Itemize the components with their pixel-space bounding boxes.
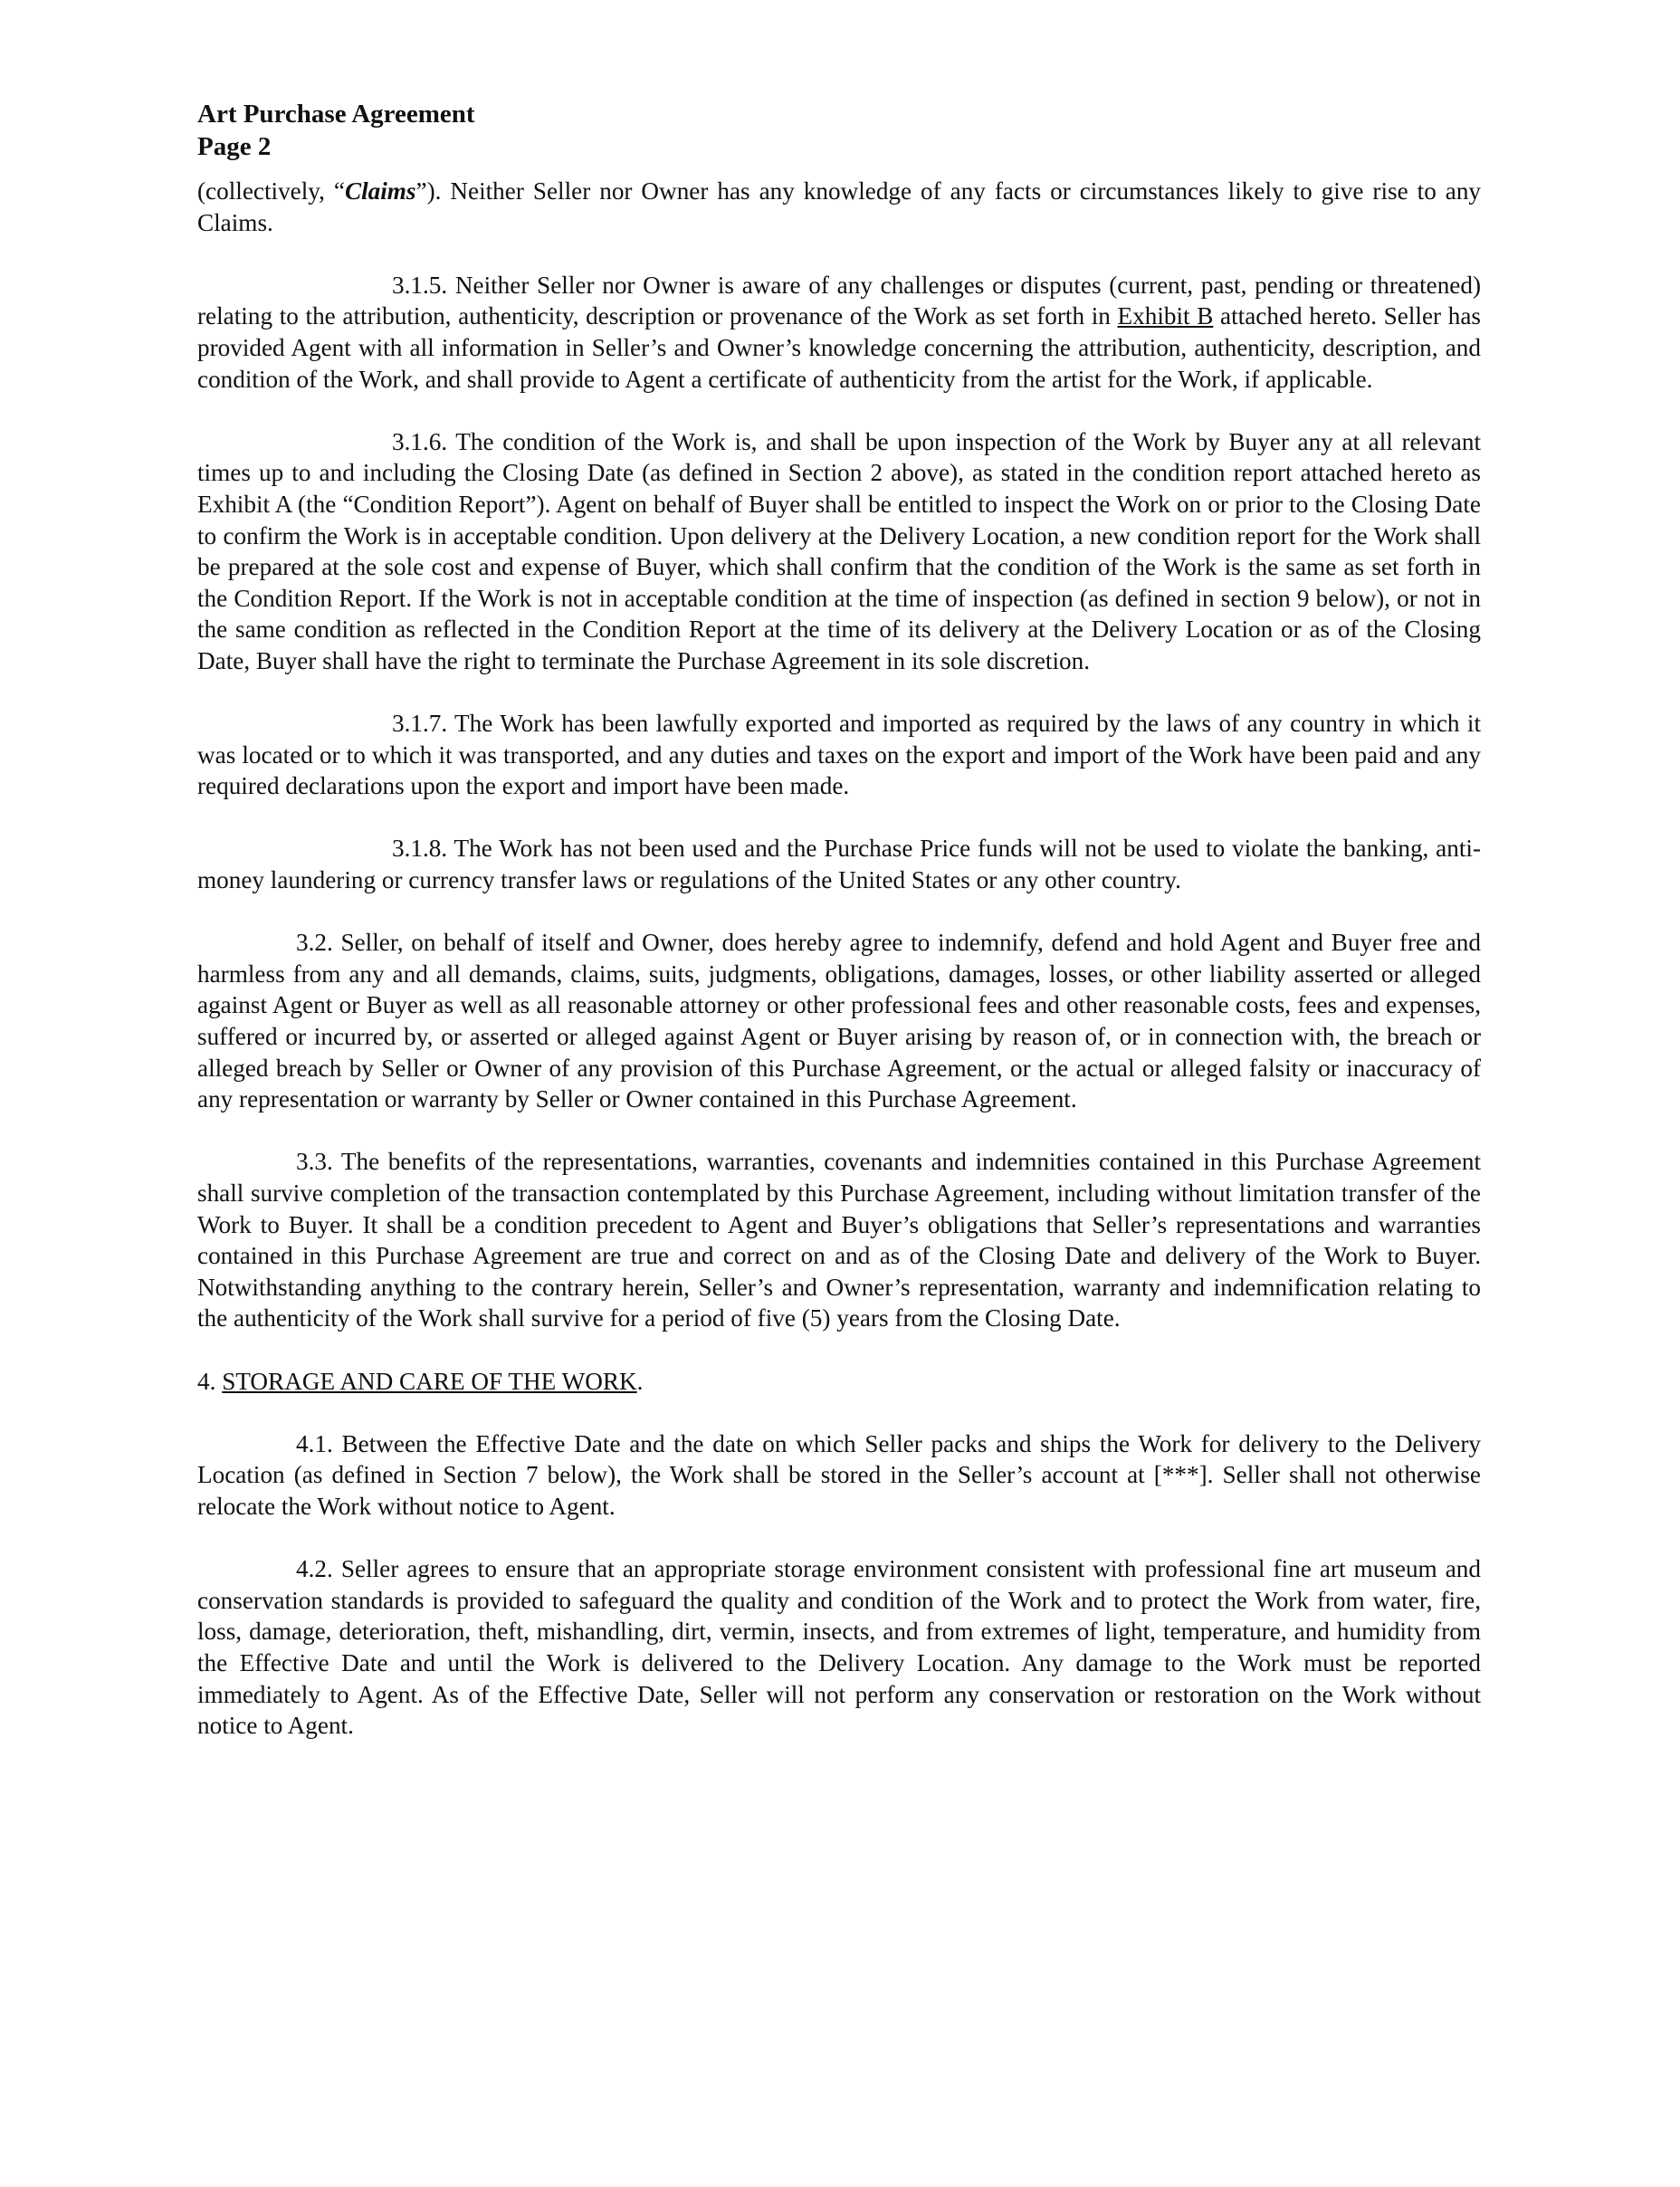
clause-3-1-5-post: attached hereto. Seller has provided Agent with all information in Seller’s and Owner’s knowledge concerning the attribution, authenticity, description, and condition of the Work, and shall provide to Agent a certificate of authenticity from the artist for the Work, if applicable. [197,302,1482,393]
section-4-title: STORAGE AND CARE OF THE WORK [222,1367,637,1395]
document-title: Art Purchase Agreement [197,100,475,129]
page-header [197,98,1481,163]
section-4-period: . [636,1367,644,1395]
clause-3-1-5 [197,270,1481,395]
clause-4-1: 4.1. Between the Effective Date and the date on which Seller packs and ships the Work for delivery to the Delivery Location (as defined in Section 7 below), the Work shall be stored in the Seller’s account at [***]. Seller shall not otherwise relocate the Work without notice to Agent. [197,1429,1481,1520]
claims-paragraph [197,176,1481,238]
document-page [197,98,1481,1772]
claims-post: ”). Neither Seller nor Owner has any knowledge of any facts or circumstances likely to give rise to any Claims. [197,177,1482,236]
claims-defined-term: Claims [344,177,416,205]
clause-3-2: 3.2. Seller, on behalf of itself and Owner, does hereby agree to indemnify, defend and hold Agent and Buyer free and harmless from any and all demands, claims, suits, judgments, obligations, damages, losses, or other liability asserted or alleged against Agent or Buyer as well as all reasonable attorney or other professional fees and other reasonable costs, fees and expenses, suffered or incurred by, or asserted or alleged against Agent or Buyer arising by reason of, or in connection with, the breach or alleged breach by Seller or Owner of any provision of this Purchase Agreement, or the actual or alleged falsity or inaccuracy of any representation or warranty by Seller or Owner contained in this Purchase Agreement. [197,929,1481,1113]
claims-pre: (collectively, “ [197,177,345,205]
clause-3-1-7: 3.1.7. The Work has been lawfully exported and imported as required by the laws of any country in which it was located or to which it was transported, and any duties and taxes on the export and import of the Work have been paid and any required declarations upon the export and import have been made. [197,710,1481,800]
page-number: Page 2 [197,132,272,161]
exhibit-b-link[interactable]: Exhibit B [1117,302,1214,330]
clause-4-2: 4.2. Seller agrees to ensure that an appropriate storage environment consistent with professional fine art museum and conservation standards is provided to safeguard the quality and condition of the Work and to protect the Work from water, fire, loss, damage, deterioration, theft, mishandling, dirt, vermin, insects, and from extremes of light, temperature, and humidity from the Effective Date and until the Work is delivered to the Delivery Location. Any damage to the Work must be reported immediately to Agent. As of the Effective Date, Seller will not perform any conservation or restoration on the Work without notice to Agent. [197,1555,1481,1740]
clause-3-1-8: 3.1.8. The Work has not been used and the Purchase Price funds will not be used to violate the banking, anti-money laundering or currency transfer laws or regulations of the United States or any other country. [197,835,1481,894]
clause-3-1-6: 3.1.6. The condition of the Work is, and shall be upon inspection of the Work by Buyer any at all relevant times up to and including the Closing Date (as defined in Section 2 above), as stated in the condition report attached hereto as Exhibit A (the “Condition Report”). Agent on behalf of Buyer shall be entitled to inspect the Work on or prior to the Closing Date to confirm the Work is in acceptable condition. Upon delivery at the Delivery Location, a new condition report for the Work shall be prepared at the sole cost and expense of Buyer, which shall confirm that the condition of the Work is the same as set forth in the Condition Report. If the Work is not in acceptable condition at the time of inspection (as defined in section 9 below), or not in the same condition as reflected in the Condition Report at the time of its delivery at the Delivery Location or as of the Closing Date, Buyer shall have the right to terminate the Purchase Agreement in its sole discretion. [197,427,1481,674]
clause-3-1-5-pre: 3.1.5. Neither Seller nor Owner is aware of any challenges or disputes (current, past, pending or threatened) relating to the attribution, authenticity, description or provenance of the Work as set forth in [197,271,1481,330]
section-4-number: 4. [197,1367,223,1395]
clause-3-3: 3.3. The benefits of the representations, warranties, covenants and indemnities contained in this Purchase Agreement shall survive completion of the transaction contemplated by this Purchase Agreement, including without limitation transfer of the Work to Buyer. It shall be a condition precedent to Agent and Buyer’s obligations that Seller’s representations and warranties contained in this Purchase Agreement are true and correct on and as of the Closing Date and delivery of the Work to Buyer. Notwithstanding anything to the contrary herein, Seller’s and Owner’s representation, warranty and indemnification relating to the authenticity of the Work shall survive for a period of five (5) years from the Closing Date. [197,1148,1481,1332]
section-4-heading [197,1366,1481,1398]
